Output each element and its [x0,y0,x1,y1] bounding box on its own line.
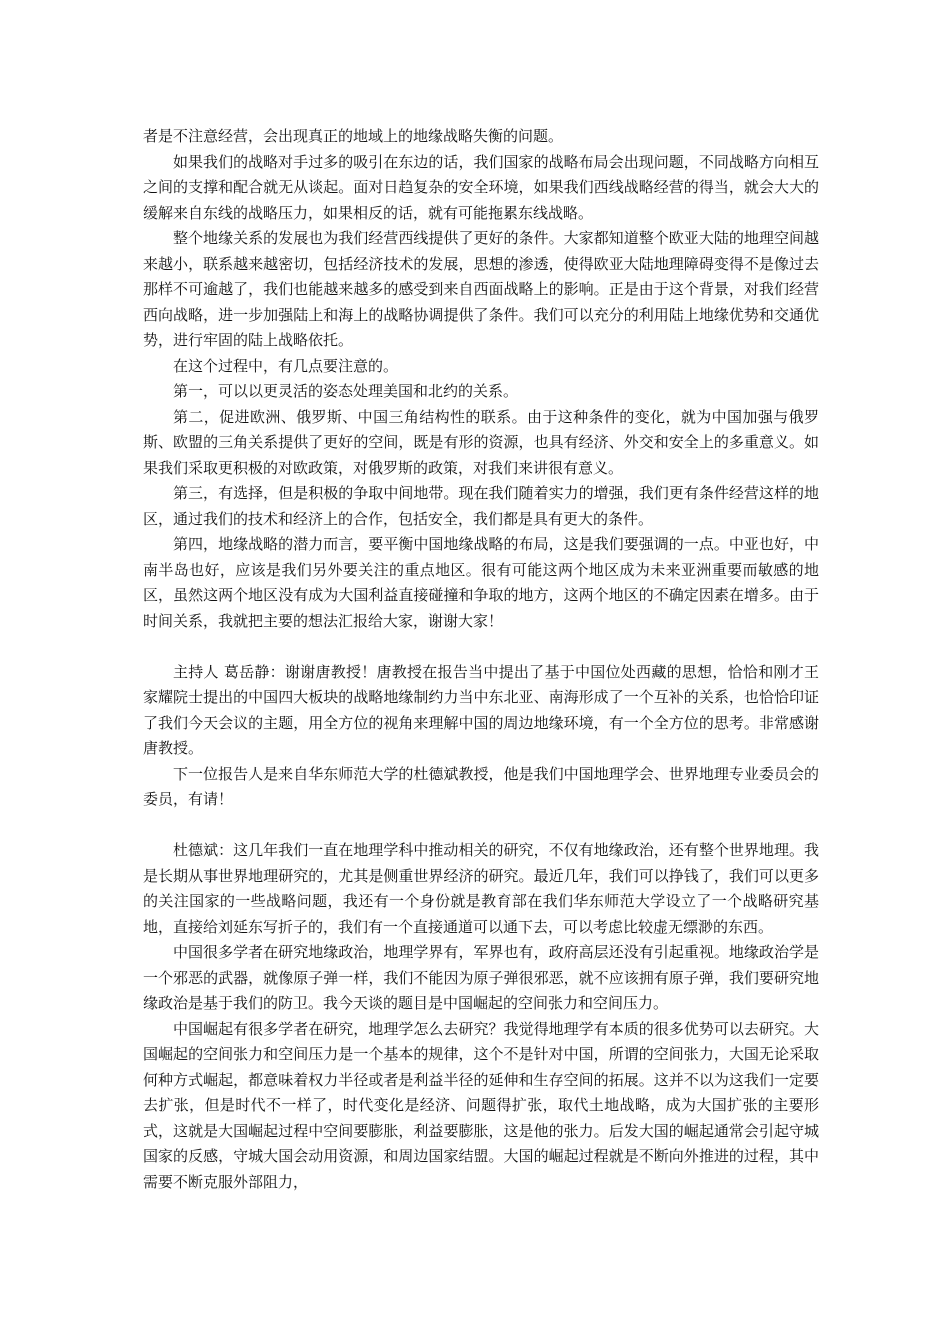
paragraph: 中国很多学者在研究地缘政治，地理学界有，军界也有，政府高层还没有引起重视。地缘政治学是一个邪恶的武器，就像原子弹一样，我们不能因为原子弹很邪恶，就不应该拥有原子弹，我们要研究地缘政治是基于我们的防卫。我今天谈的题目是中国崛起的空间张力和空间压力。 [143,943,819,1012]
paragraph: 中国崛起有很多学者在研究，地理学怎么去研究？我觉得地理学有本质的很多优势可以去研究。大国崛起的空间张力和空间压力是一个基本的规律，这个不是针对中国，所谓的空间张力，大国无论采取何种方式崛起，都意味着权力半径或者是利益半径的延伸和生存空间的拓展。这并不以为这我们一定要去扩张，但是时代不一样了，时代变化是经济、问题得扩张，取代土地战略，成为大国扩张的主要形式，这就是大国崛起过程中空间要膨胀，利益要膨胀，这是他的张力。后发大国的崛起通常会引起守城国家的反感，守城大国会动用资源，和周边国家结盟。大国的崛起过程就是不断向外推进的过程，其中需要不断克服外部阻力， [143,1019,819,1191]
paragraph-spacer [143,634,819,660]
paragraph-speaker-remarks: 杜德斌：这几年我们一直在地理学科中推动相关的研究，不仅有地缘政治，还有整个世界地理。我是长期从事世界地理研究的，尤其是侧重世界经济的研究。最近几年，我们可以挣钱了，我们可以更多的关注国家的一些战略问题，我还有一个身份就是教育部在我们华东师范大学设立了一个战略研究基地，直接给刘延东写折子的，我们有一个直接通道可以通下去，可以考虑比较虚无缥渺的东西。 [143,841,819,936]
paragraph-continuation: 者是不注意经营，会出现真正的地域上的地缘战略失衡的问题。 [143,127,564,145]
paragraph: 第二，促进欧洲、俄罗斯、中国三角结构性的联系。由于这种条件的变化，就为中国加强与俄罗斯、欧盟的三角关系提供了更好的空间，既是有形的资源，也具有经济、外交和安全上的多重意义。如果我们采取更积极的对欧政策，对俄罗斯的政策，对我们来讲很有意义。 [143,407,819,477]
paragraph-host-remarks: 主持人 葛岳静：谢谢唐教授！唐教授在报告当中提出了基于中国位处西藏的思想，恰恰和刚才王家耀院士提出的中国四大板块的战略地缘制约力当中东北亚、南海形成了一个互补的关系，也恰恰印证了我们今天会议的主题，用全方位的视角来理解中国的周边地缘环境，有一个全方位的思考。非常感谢唐教授。 [143,662,819,757]
paragraph: 在这个过程中，有几点要注意的。 [173,356,399,375]
paragraph: 第一，可以以更灵活的姿态处理美国和北约的关系。 [173,382,519,400]
paragraph: 第四，地缘战略的潜力而言，要平衡中国地缘战略的布局，这是我们要强调的一点。中亚也好，中南半岛也好，应该是我们另外要关注的重点地区。很有可能这两个地区成为未来亚洲重要而敏感的地区，虽然这两个地区没有成为大国利益直接碰撞和争取的地方，这两个地区的不确定因素在增多。由于时间关系，我就把主要的想法汇报给大家，谢谢大家！ [143,535,819,630]
paragraph: 下一位报告人是来自华东师范大学的杜德斌教授，他是我们中国地理学会、世界地理专业委员会的委员，有请！ [143,764,819,808]
paragraph: 如果我们的战略对手过多的吸引在东边的话，我们国家的战略布局会出现问题，不同战略方向相互之间的支撑和配合就无从谈起。面对日趋复杂的安全环境，如果我们西线战略经营的得当，就会大大的缓解来自东线的战略压力，如果相反的话，就有可能拖累东线战略。 [143,152,819,222]
paragraph: 第三，有选择，但是积极的争取中间地带。现在我们随着实力的增强，我们更有条件经营这样的地区，通过我们的技术和经济上的合作，包括安全，我们都是具有更大的条件。 [143,484,819,528]
document-page [143,124,819,1195]
paragraph: 整个地缘关系的发展也为我们经营西线提供了更好的条件。大家都知道整个欧亚大陆的地理空间越来越小，联系越来越密切，包括经济技术的发展，思想的渗透，使得欧亚大陆地理障碍变得不是像过去那样不可逾越了，我们也能越来越多的感受到来自西面战略上的影响。正是由于这个背景，对我们经营西向战略，进一步加强陆上和海上的战略协调提供了条件。我们可以充分的利用陆上地缘优势和交通优势，进行牢固的陆上战略依托。 [143,229,819,349]
paragraph-spacer [143,813,819,839]
